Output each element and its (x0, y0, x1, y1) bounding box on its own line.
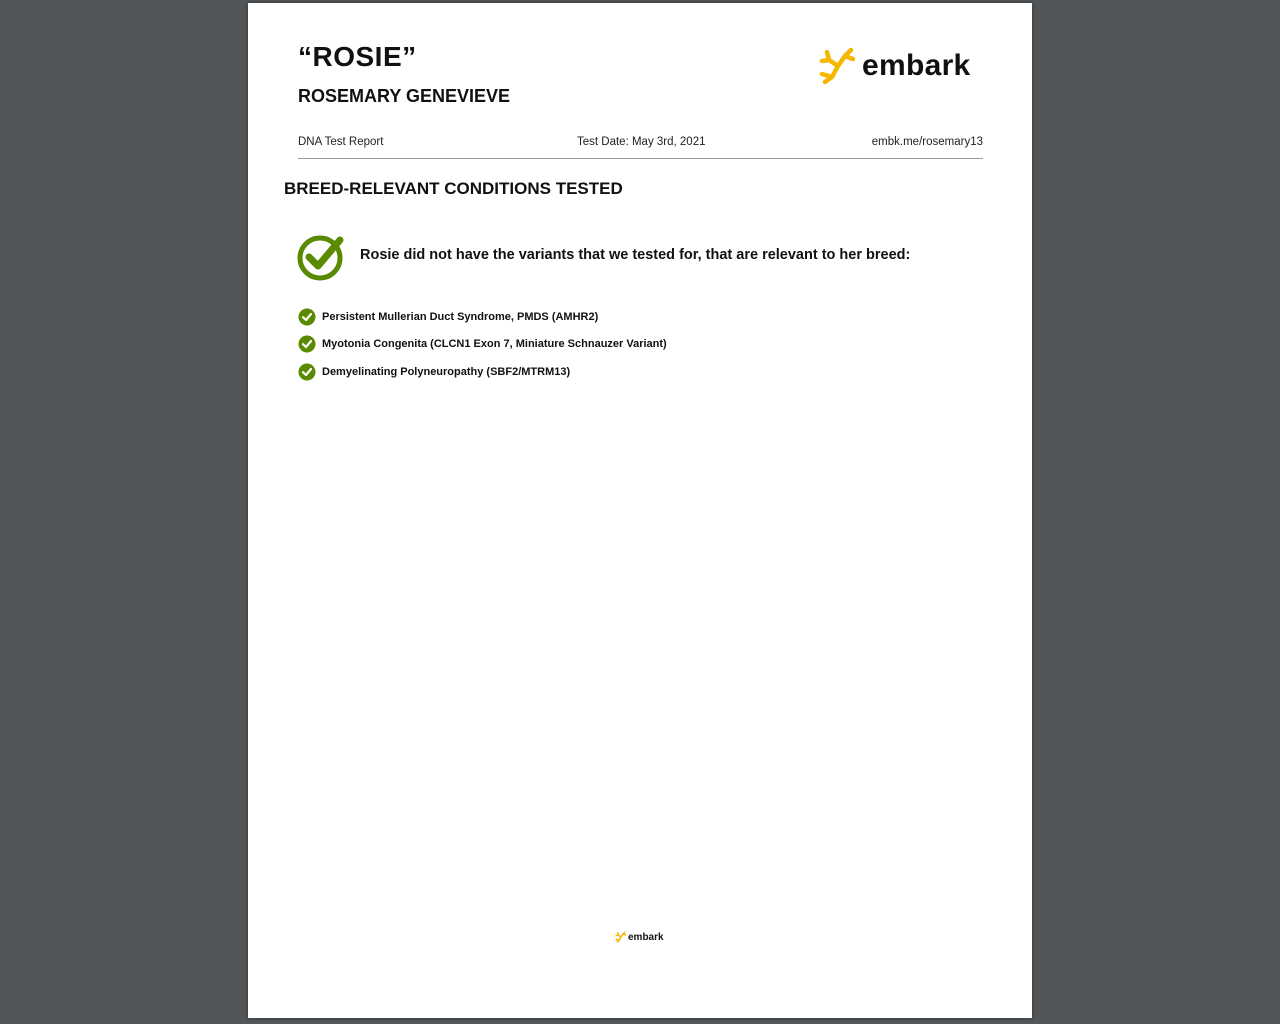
check-circle-icon (298, 308, 316, 326)
section-title: BREED-RELEVANT CONDITIONS TESTED (284, 179, 623, 198)
embark-logo-icon (818, 46, 858, 86)
header-divider (298, 158, 983, 159)
list-item (298, 303, 667, 331)
report-meta-row (298, 136, 983, 154)
dog-call-name: “ROSIE” (298, 41, 417, 72)
test-date: Test Date: May 3rd, 2021 (577, 136, 706, 148)
report-page (248, 3, 1032, 1018)
check-circle-icon (296, 232, 346, 282)
footer-logo (615, 931, 664, 943)
profile-link[interactable]: embk.me/rosemary13 (871, 136, 983, 148)
embark-logo-text: embark (862, 49, 971, 82)
report-type: DNA Test Report (298, 136, 384, 148)
check-circle-icon (298, 335, 316, 353)
condition-label: Demyelinating Polyneuropathy (SBF2/MTRM13) (322, 365, 571, 378)
condition-label: Myotonia Congenita (CLCN1 Exon 7, Miniature Schnauzer Variant) (322, 338, 667, 351)
embark-logo-icon (615, 931, 627, 943)
list-item (298, 358, 667, 386)
list-item (298, 331, 667, 359)
condition-label: Persistent Mullerian Duct Syndrome, PMDS (AMHR2) (322, 310, 599, 323)
embark-logo (818, 43, 971, 89)
dog-registered-name: ROSEMARY GENEVIEVE (298, 86, 511, 106)
summary-text: Rosie did not have the variants that we tested for, that are relevant to her breed: (360, 247, 911, 263)
conditions-list (298, 303, 667, 386)
footer-logo-text: embark (628, 931, 664, 943)
check-circle-icon (298, 363, 316, 381)
